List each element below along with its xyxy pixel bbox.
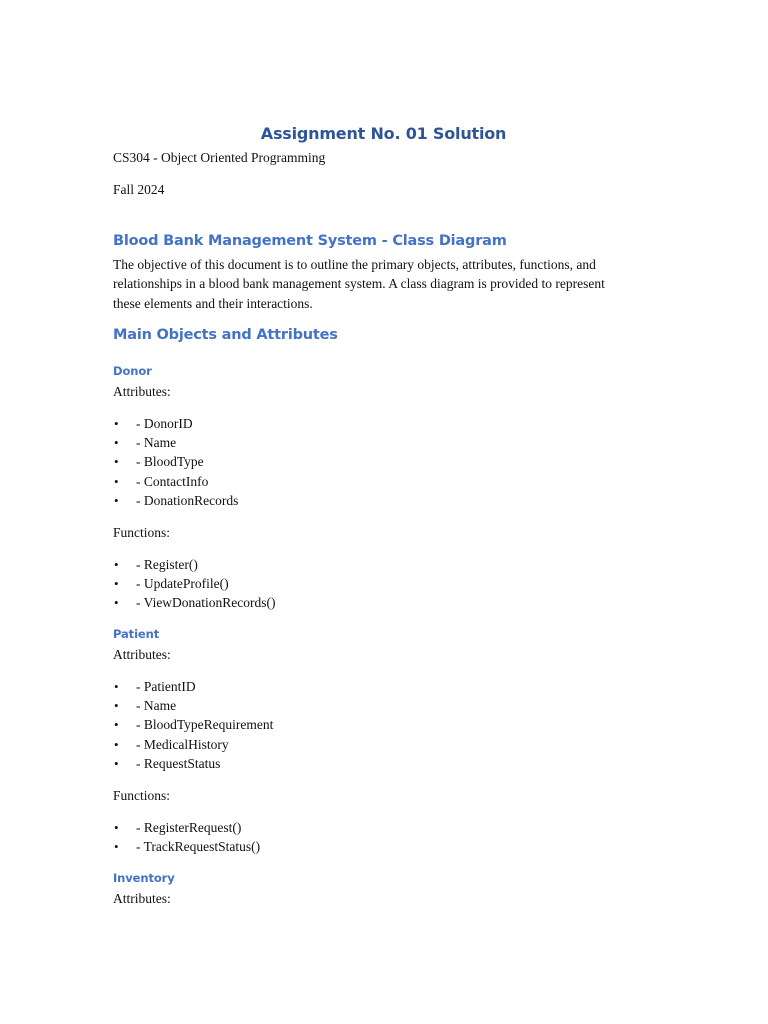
bullet-icon: • [114,839,119,855]
bullet-icon: • [114,698,119,714]
list-item: • - DonationRecords [113,491,238,510]
patient-attributes-label: Attributes: [113,647,171,662]
bullet-icon: • [114,454,119,470]
donor-attributes-list [113,414,238,510]
donor-attributes-label: Attributes: [113,384,171,399]
bullet-icon: • [114,473,119,489]
list-item: • - DonorID [113,414,238,433]
bullet-icon: • [114,717,119,733]
intro-line: these elements and their interactions. [113,295,313,311]
list-item: • - BloodTypeRequirement [113,715,273,734]
list-item: • - RegisterRequest() [113,818,260,837]
bullet-icon: • [114,820,119,835]
bullet-icon: • [114,416,119,431]
list-item: • - UpdateProfile() [113,574,276,593]
term-line: Fall 2024 [113,182,165,197]
patient-attributes-list [113,677,273,773]
list-item: • - TrackRequestStatus() [113,837,260,856]
intro-line: relationships in a blood bank management system. A class diagram is provided to represent [113,276,605,292]
donor-functions-list [113,555,276,613]
intro-line: The objective of this document is to outline the primary objects, attributes, functions, and [113,257,596,272]
bullet-icon: • [114,435,119,451]
patient-functions-list [113,818,260,856]
bullet-icon: • [114,557,119,572]
intro-paragraph [113,255,658,313]
inventory-attributes-label: Attributes: [113,891,171,906]
document-title: Assignment No. 01 Solution [260,124,507,143]
main-objects-heading: Main Objects and Attributes [113,327,338,343]
bullet-icon: • [114,595,119,611]
donor-functions-label: Functions: [113,525,171,540]
list-item: • - BloodType [113,452,238,471]
bullet-icon: • [114,492,119,508]
bullet-icon: • [114,679,119,694]
course-line: CS304 - Object Oriented Programming [113,150,326,165]
section-heading: Blood Bank Management System - Class Diagram [113,233,507,249]
list-item: • - Name [113,696,273,715]
list-item: • - ViewDonationRecords() [113,593,276,612]
list-item: • - RequestStatus [113,754,273,773]
list-item: • - Register() [113,555,276,574]
donor-heading: Donor [113,364,152,378]
bullet-icon: • [114,736,119,752]
list-item: • - ContactInfo [113,472,238,491]
inventory-heading: Inventory [113,871,175,885]
list-item: • - MedicalHistory [113,735,273,754]
bullet-icon: • [114,755,119,771]
bullet-icon: • [114,576,119,592]
patient-heading: Patient [113,627,160,641]
patient-functions-label: Functions: [113,788,171,803]
list-item: • - PatientID [113,677,273,696]
list-item: • - Name [113,433,238,452]
